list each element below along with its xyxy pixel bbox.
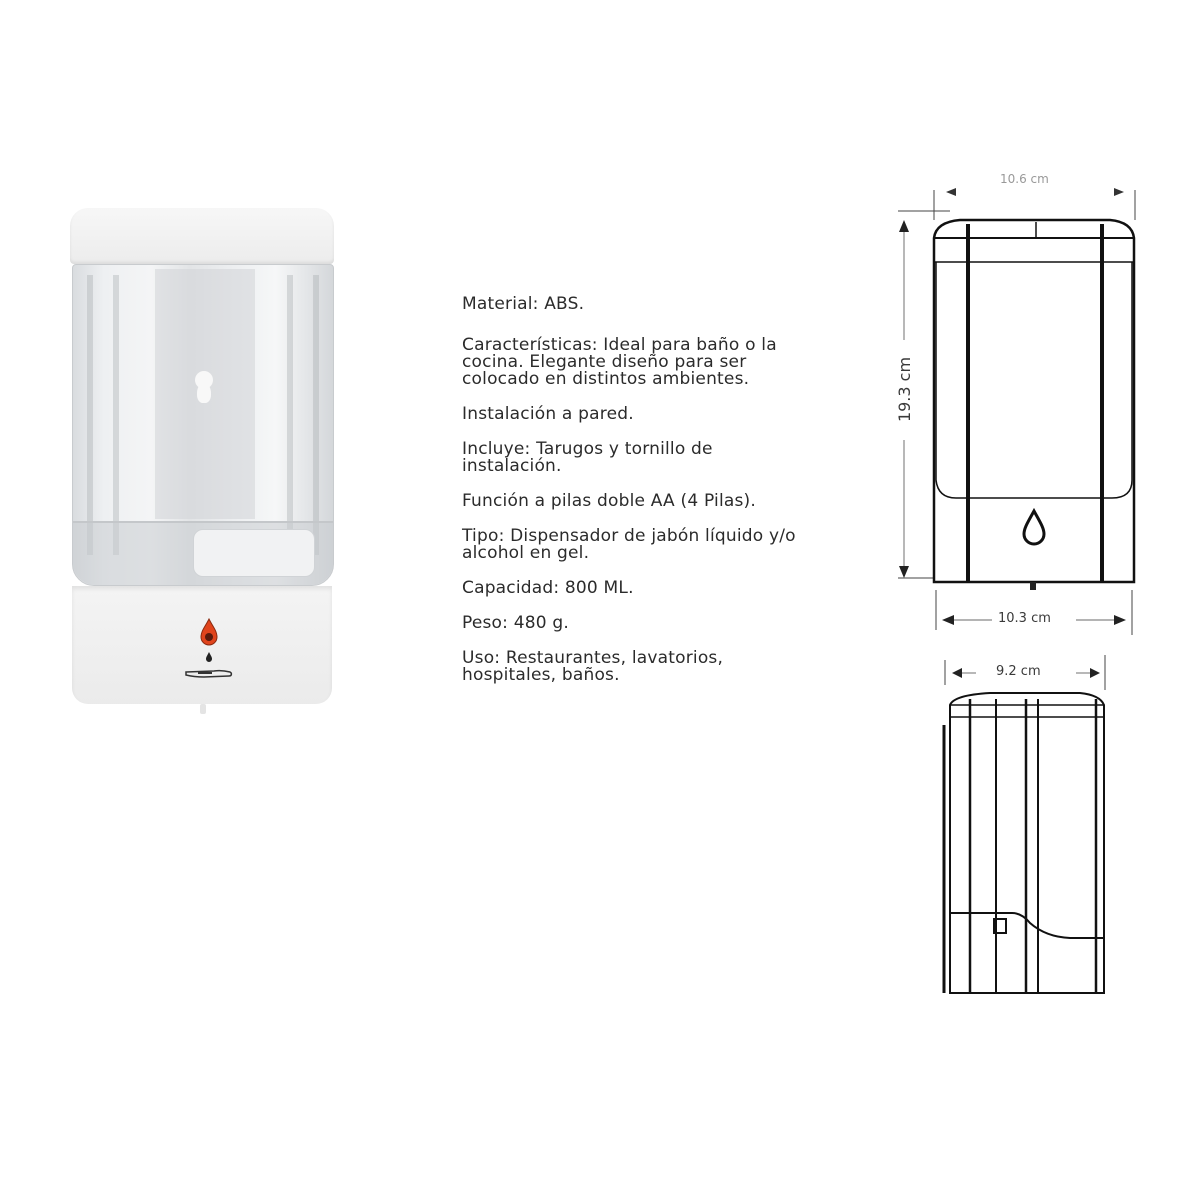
nozzle (200, 704, 206, 714)
spec-installation: Instalación a pared. (462, 404, 634, 424)
drop-icon (205, 652, 213, 662)
side-view-drawing (930, 655, 1130, 1000)
spec-list (462, 296, 802, 702)
spec-type: Tipo: Dispensador de jabón líquido y/o alcohol en gel. (462, 526, 796, 563)
spec-capacity: Capacidad: 800 ML. (462, 578, 634, 598)
product-photo (64, 208, 344, 718)
height-dimension: 19.3 cm (895, 356, 915, 423)
dispenser-cap (70, 208, 334, 264)
hand-icon (184, 666, 234, 680)
depth-dimension: 9.2 cm (996, 664, 1041, 679)
front-view-outline (880, 180, 1160, 640)
sensor-drop-icon (199, 618, 219, 646)
spec-features: Características: Ideal para baño o la cocina. Elegante diseño para ser colocado en distintos ambientes. (462, 335, 777, 389)
dispenser-base (72, 586, 332, 704)
spec-power: Función a pilas doble AA (4 Pilas). (462, 491, 756, 511)
front-view-drawing (880, 172, 1160, 640)
side-view-outline (930, 655, 1130, 1000)
dispenser-tank (72, 264, 334, 586)
spec-includes: Incluye: Tarugos y tornillo de instalación. (462, 439, 713, 476)
spec-material: Material: ABS. (462, 294, 585, 314)
spec-weight: Peso: 480 g. (462, 613, 569, 633)
top-width-dimension: 10.6 cm (1000, 172, 1049, 186)
spec-use: Uso: Restaurantes, lavatorios, hospitales, baños. (462, 648, 724, 685)
bottom-width-dimension: 10.3 cm (998, 611, 1051, 626)
